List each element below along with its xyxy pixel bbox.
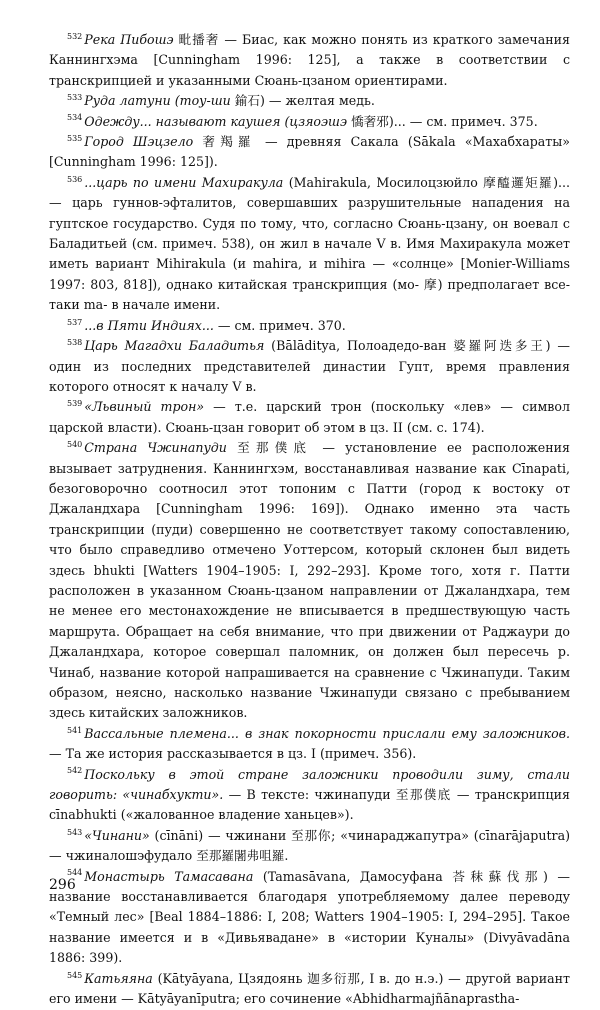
footnote-title: Страна Чжинапуди (84, 440, 227, 456)
footnote-536 (49, 173, 570, 316)
footnote-number: 532 (67, 31, 83, 41)
footnote-title: ...царь по имени Махиракула (84, 174, 284, 190)
footnote-title: «Чинани» (84, 827, 150, 843)
footnote-title: Катьяяна (84, 970, 153, 986)
footnote-543 (49, 826, 570, 867)
footnote-number: 545 (67, 970, 83, 980)
footnote-number: 537 (67, 317, 83, 327)
footnote-number: 544 (67, 868, 83, 878)
footnote-533 (49, 91, 570, 111)
page-number: 296 (49, 877, 76, 893)
footnote-532 (49, 30, 570, 91)
footnote-number: 541 (67, 725, 83, 735)
footnote-body: — Та же история рассказывается в цз. I (примеч. 356). (49, 746, 417, 762)
footnote-number: 535 (67, 133, 83, 143)
footnote-title: Поскольку в этой стране заложники проводили зиму, стали говорить: «чинабхукти». (49, 766, 570, 803)
footnote-body: 至那僕底 — установление ее расположения вызывает затруднения. Каннингхэм, восстанавливая название как Cīnapati, безоговорочно соотносил этот топоним с Патти (город к востоку от Джаландхара [Cunningham 1996: 169]). Однако именно эта часть транскрипции (пуди) совершенно не соответствует такому сопоставлению, что было справедливо отмечено Уоттерсом, который склонен был видеть здесь bhukti [Watters 1904–1905: I, 292–293]. Кроме того, хотя г. Патти расположен в указанном Сюань-цзаном направлении от Джаландхара, тем не менее его местонахождение не вписывается в предшествующую часть маршрута. Обращает на себя внимание, что при движении от Раджаури до Джаландхара, которое совершал паломник, он должен был пересечь р. Чинаб, название которой напрашивается на сравнение с Чжинапуди. Таким образом, неясно, насколько название Чжинапуди связано с пребыванием здесь китайских заложников. (49, 440, 570, 721)
footnote-title: Царь Магадхи Баладитья (84, 338, 265, 354)
footnote-544 (49, 867, 570, 969)
footnote-number: 540 (67, 439, 83, 449)
footnote-body: (Bālāditya, Полоадедо-ван 婆羅阿迭多王) — один из последних представителей династии Гупт, время правления которого относят к началу V в. (49, 338, 571, 394)
footnote-number: 534 (67, 113, 83, 123)
footnote-number: 533 (67, 93, 83, 103)
footnote-title: Одежду... называют каушея (цзяоэшэ (84, 113, 348, 129)
footnote-540 (49, 438, 570, 724)
footnote-537 (49, 316, 570, 336)
footnote-545 (49, 969, 570, 1010)
footnote-body: 鍮石) — желтая медь. (234, 93, 375, 109)
footnote-body: — т.е. царский трон (поскольку «лев» — символ царской власти). Сюань-цзан говорит об этом в цз. II (см. с. 174). (49, 399, 570, 435)
footnote-541 (49, 724, 570, 765)
footnote-542 (49, 765, 570, 826)
footnote-535 (49, 132, 570, 173)
footnote-534 (49, 112, 570, 132)
footnote-body: (cīnāni) — чжинани 至那你; «чинараджапутра» (cīnarājaputra) — чжиналошэфудало 至那羅闍弗咀羅. (49, 827, 570, 864)
footnote-body: — см. примеч. 370. (217, 317, 346, 333)
footnote-title: Руда латуни (тоу-ши (84, 93, 231, 109)
footnote-title: ...в Пяти Индиях... (84, 317, 214, 333)
footnote-title: Город Шэцзело (84, 134, 194, 150)
footnote-body: — В тексте: чжинапуди 至那僕底 — транскрипция cīnabhukti («жалованное владение ханьцев»). (49, 787, 570, 823)
footnote-number: 539 (67, 399, 83, 409)
footnote-body: 毗播奢 — Биас, как можно понять из краткого замечания Каннингхэма [Cunningham 1996: 125], а также в соответствии с транскрипцией и указанными Сюань-цзаном ориентирами. (49, 32, 570, 88)
footnote-number: 538 (67, 337, 83, 347)
footnote-number: 543 (67, 827, 83, 837)
footnote-body: (Kātyāyana, Цзядоянь 迦多衍那, I в. до н.э.) — другой вариант его имени — Kātyāyanīputra; его сочинение «Abhidharmajñānaprastha- (49, 970, 570, 1007)
footnote-body: (Tamasāvana, Дамосуфана 荅秣蘇伐那) — название восстанавливается благодаря употребляемому далее переводу «Темный лес» [Beal 1884–1886: I, 208; Watters 1904–1905: I, 294–295]. Такое название имеется и в «Дивьявадане» в «истории Куналы» (Divyāvadāna 1886: 399). (49, 868, 570, 966)
footnote-number: 542 (67, 766, 83, 776)
footnote-body: 奢羯羅 — древняя Сакала (Sākala «Махабхараты» [Cunningham 1996: 125]). (49, 134, 570, 170)
footnote-body: 憍奢邪)... — см. примеч. 375. (351, 113, 538, 129)
footnote-539 (49, 397, 570, 438)
footnote-title: «Львиный трон» (84, 399, 205, 415)
footnote-number: 536 (67, 174, 83, 184)
footnote-title: Река Пибошэ (84, 32, 174, 47)
footnote-title: Монастырь Тамасавана (84, 868, 254, 884)
footnote-title: Вассальные племена... в знак покорности прислали ему заложников. (84, 725, 570, 741)
footnote-538 (49, 336, 570, 397)
footnote-body: (Mahirakula, Мосилоцзюйло 摩醯邏矩羅)... — царь гуннов-эфталитов, совершавших разрушительные нападения на гуптское государство. Судя по тому, что, согласно Сюань-цзану, он воевал с Баладитьей (см. примеч. 538), он жил в начале V в. Имя Махиракула может иметь вариант Mihirakula (и mahira, и mihira — «солнце» [Monier-Williams 1997: 803, 818]), однако китайская транскрипция (мо- 摩) предполагает все-таки ma- в начале имени. (49, 174, 570, 313)
